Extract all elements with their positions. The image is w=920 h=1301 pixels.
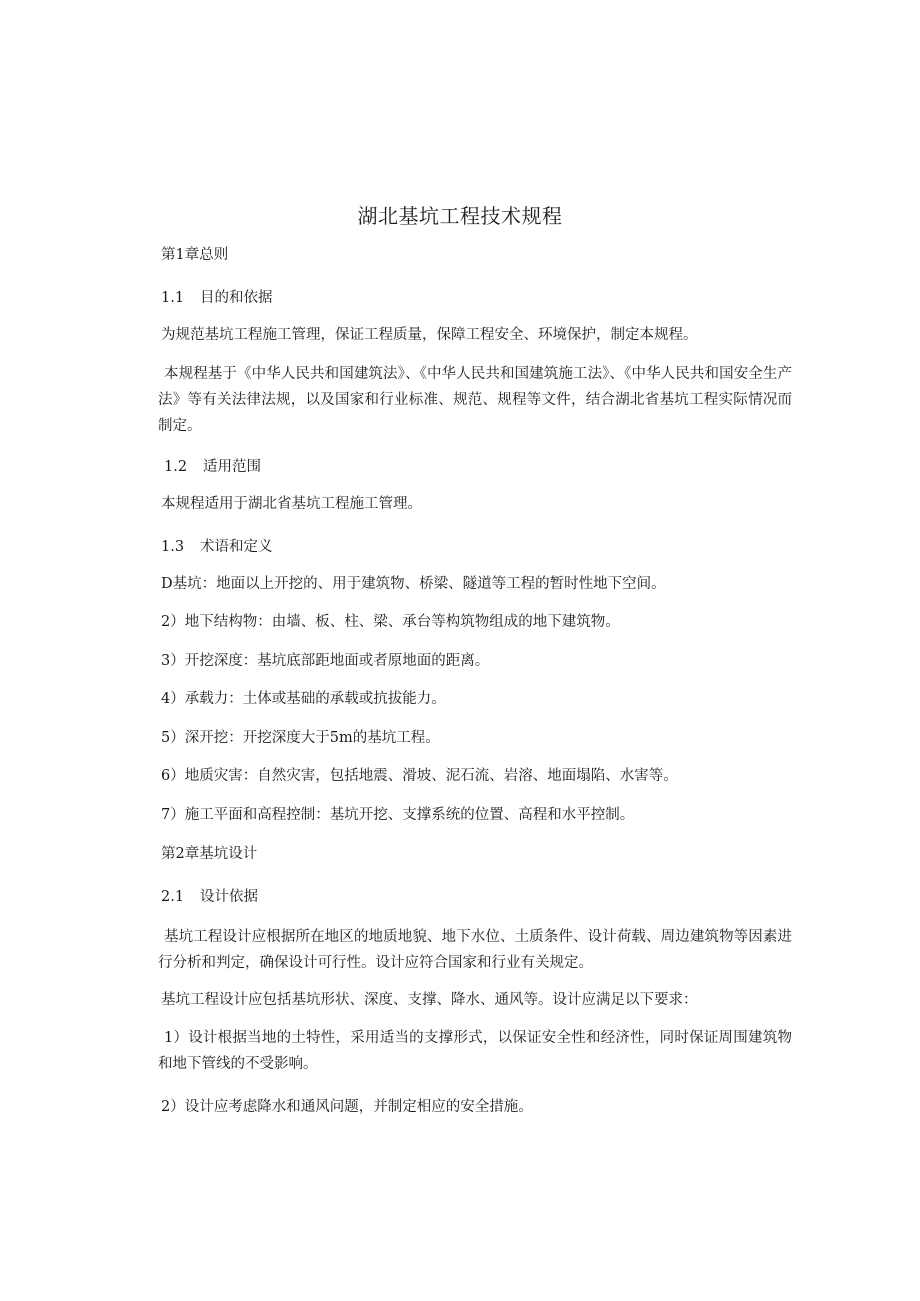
section-number: 1.2 [164, 459, 188, 475]
requirement-item: 2）设计应考虑降水和通风问题，并制定相应的安全措施。 [161, 1099, 533, 1115]
definition-item: 5）深开挖：开挖深度大于5m的基坑工程。 [161, 730, 440, 746]
section-1-1-heading [161, 286, 791, 311]
section-number: 1.3 [161, 539, 185, 555]
definition-item: 7）施工平面和高程控制：基坑开挖、支撑系统的位置、高程和水平控制。 [161, 807, 635, 823]
section-1-2-heading [164, 455, 794, 480]
paragraph: 本规程基于《中华人民共和国建筑法》、《中华人民共和国建筑施工法》、《中华人民共和国安全生产法》等有关法律法规，以及国家和行业标准、规范、规程等文件，结合湖北省基坑工程实际情况而制定。 [158, 366, 792, 434]
section-label: 术语和定义 [200, 539, 273, 555]
document-title: 湖北基坑工程技术规程 [357, 204, 563, 228]
requirement-item: 1）设计根据当地的土特性，采用适当的支撑形式，以保证安全性和经济性，同时保证周围建筑物和地下管线的不受影响。 [158, 1030, 792, 1072]
section-label: 目的和依据 [200, 290, 273, 306]
section-label: 设计依据 [200, 889, 258, 905]
chapter-2-heading: 第2章基坑设计 [161, 846, 258, 862]
definition-item: D基坑：地面以上开挖的、用于建筑物、桥梁、隧道等工程的暂时性地下空间。 [161, 576, 666, 592]
paragraph: 基坑工程设计应根据所在地区的地质地貌、地下水位、土质条件、设计荷载、周边建筑物等因素进行分析和判定，确保设计可行性。设计应符合国家和行业有关规定。 [158, 929, 792, 971]
paragraph: 本规程适用于湖北省基坑工程施工管理。 [161, 496, 422, 512]
definition-item: 6）地质灾害：自然灾害，包括地震、滑坡、泥石流、岩溶、地面塌陷、水害等。 [161, 768, 678, 784]
section-number: 2.1 [161, 889, 185, 905]
section-1-3-heading [161, 535, 791, 560]
definition-item: 2）地下结构物：由墙、板、柱、梁、承台等构筑物组成的地下建筑物。 [161, 614, 620, 630]
paragraph: 基坑工程设计应包括基坑形状、深度、支撑、降水、通风等。设计应满足以下要求： [161, 992, 698, 1008]
section-number: 1.1 [161, 290, 185, 306]
section-label: 适用范围 [203, 459, 261, 475]
definition-item: 3）开挖深度：基坑底部距地面或者原地面的距离。 [161, 653, 490, 669]
chapter-1-heading: 第1章总则 [161, 247, 229, 263]
paragraph: 为规范基坑工程施工管理，保证工程质量，保障工程安全、环境保护，制定本规程。 [161, 327, 698, 343]
section-2-1-heading [161, 885, 791, 910]
definition-item: 4）承载力：土体或基础的承载或抗拔能力。 [161, 691, 446, 707]
